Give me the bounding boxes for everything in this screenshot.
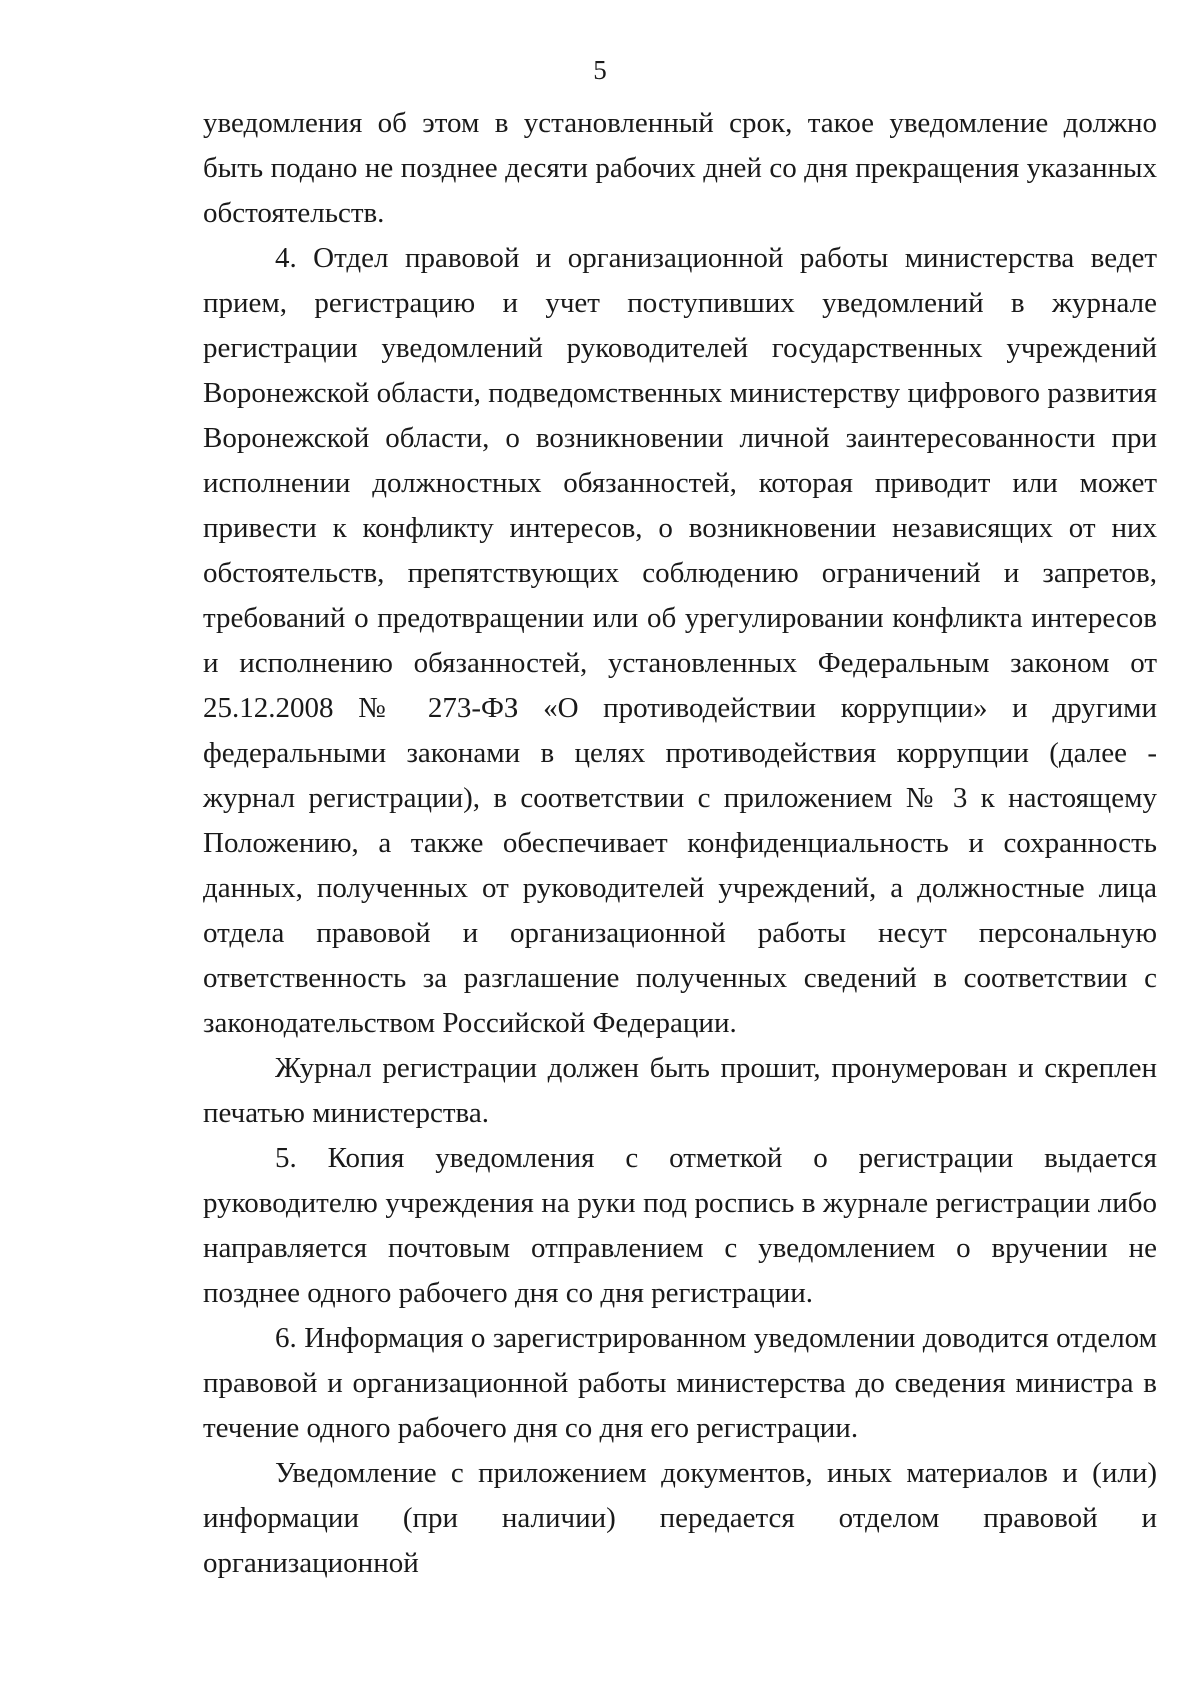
- paragraph-continuation: уведомления об этом в установленный срок, такое уведомление должно быть подано не позднее десяти рабочих дней со дня прекращения указанных обстоятельств.: [203, 107, 1157, 229]
- paragraph-item-5: 5. Копия уведомления с отметкой о регистрации выдается руководителю учреждения на руки под роспись в журнале регистрации либо направляется почтовым отправлением с уведомлением о вручении не позднее одного рабочего дня со дня регистрации.: [203, 1142, 1157, 1309]
- paragraph-journal: Журнал регистрации должен быть прошит, пронумерован и скреплен печатью министерства.: [203, 1052, 1157, 1129]
- paragraph-item-4: 4. Отдел правовой и организационной работы министерства ведет прием, регистрацию и учет поступивших уведомлений в журнале регистрации уведомлений руководителей государственных учреждений Воронежской области, подведомственных министерству цифрового развития Воронежской области, о возникновении личной заинтересованности при исполнении должностных обязанностей, которая приводит или может привести к конфликту интересов, о возникновении независящих от них обстоятельств, препятствующих соблюдению ограничений и запретов, требований о предотвращении или об урегулировании конфликта интересов и исполнению обязанностей, установленных Федеральным законом от 25.12.2008 № 273-ФЗ «О противодействии коррупции» и другими федеральными законами в целях противодействия коррупции (далее - журнал регистрации), в соответствии с приложением № 3 к настоящему Положению, а также обеспечивает конфиденциальность и сохранность данных, полученных от руководителей учреждений, а должностные лица отдела правовой и организационной работы несут персональную ответственность за разглашение полученных сведений в соответствии с законодательством Российской Федерации.: [203, 242, 1157, 1039]
- paragraph-notification-transfer: Уведомление с приложением документов, иных материалов и (или) информации (при наличии) передается отделом правовой и организационной: [203, 1457, 1157, 1579]
- paragraph-item-6: 6. Информация о зарегистрированном уведомлении доводится отделом правовой и организационной работы министерства до сведения министра в течение одного рабочего дня со дня его регистрации.: [203, 1322, 1157, 1444]
- document-body: [203, 101, 1157, 1586]
- page-number: 5: [593, 55, 607, 85]
